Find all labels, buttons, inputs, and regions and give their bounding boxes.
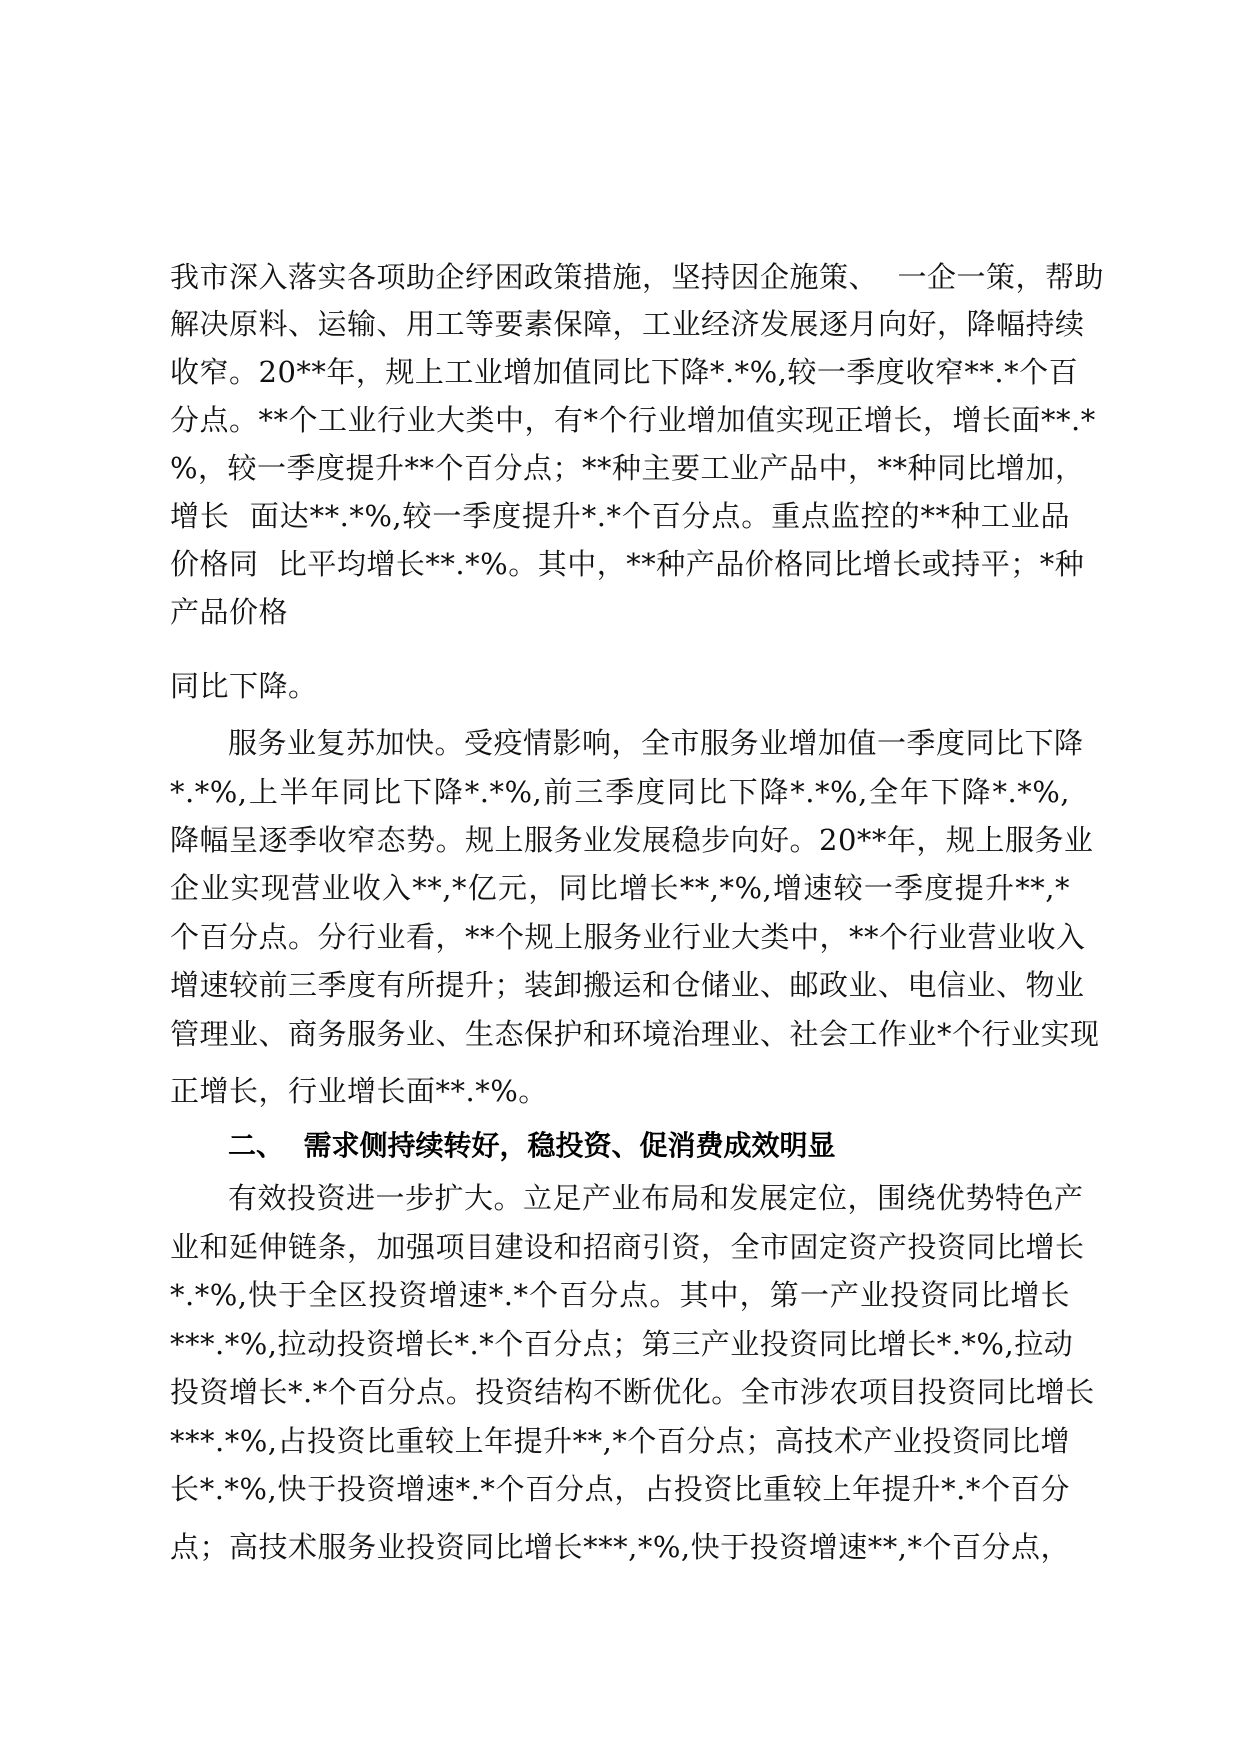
text-line: 投资增长*.*个百分点。投资结构不断优化。全市涉农项目投资同比增长 (170, 1375, 1095, 1409)
text-line: 同比下降。 (170, 669, 318, 703)
text-line: ***.*%,拉动投资增长*.*个百分点；第三产业投资同比增长*.*%,拉动 (170, 1327, 1074, 1361)
text-line: 增速较前三季度有所提升；装卸搬运和仓储业、邮政业、电信业、物业 (170, 968, 1085, 1002)
text-line: 价格同 比平均增长**.*%。其中，**种产品价格同比增长或持平；*种 (170, 547, 1085, 581)
text-line: 降幅呈逐季收窄态势。规上服务业发展稳步向好。20**年，规上服务业 (170, 823, 1094, 857)
text-line: 个百分点。分行业看，**个规上服务业行业大类中，**个行业营业收入 (170, 920, 1086, 954)
section-heading: 二、 需求侧持续转好，稳投资、促消费成效明显 (228, 1129, 836, 1162)
text-line: 企业实现营业收入**,*亿元，同比增长**,*%,增速较一季度提升**,* (170, 871, 1070, 905)
text-line: 服务业复苏加快。受疫情影响，全市服务业增加值一季度同比下降 (228, 726, 1084, 760)
text-line: *.*%,快于全区投资增速*.*个百分点。其中，第一产业投资同比增长 (170, 1278, 1070, 1312)
text-line: 管理业、商务服务业、生态保护和环境治理业、社会工作业*个行业实现 (170, 1017, 1100, 1051)
text-line: %，较一季度提升**个百分点；**种主要工业产品中，**种同比增加， (170, 451, 1085, 485)
text-line: *.*%,上半年同比下降*.*%,前三季度同比下降*.*%,全年下降*.*%, (170, 775, 1070, 809)
text-line: 分点。**个工业行业大类中，有*个行业增加值实现正增长，增长面**.* (170, 403, 1096, 437)
text-line: 点；高技术服务业投资同比增长***,*%,快于投资增速**,*个百分点， (170, 1530, 1070, 1564)
text-line: 产品价格 (170, 595, 289, 629)
text-line: 增长 面达**.*%,较一季度提升*.*个百分点。重点监控的**种工业品 (170, 499, 1070, 533)
text-line: 解决原料、运输、用工等要素保障，工业经济发展逐月向好，降幅持续 (170, 307, 1085, 341)
text-line: 业和延伸链条，加强项目建设和招商引资，全市固定资产投资同比增长 (170, 1230, 1085, 1264)
text-line: 长*.*%,快于投资增速*.*个百分点，占投资比重较上年提升*.*个百分 (170, 1472, 1070, 1506)
text-line: 有效投资进一步扩大。立足产业布局和发展定位，围绕优势特色产 (228, 1181, 1084, 1215)
text-line: 正增长，行业增长面**.*%。 (170, 1074, 548, 1108)
text-line: ***.*%,占投资比重较上年提升**,*个百分点；高技术产业投资同比增 (170, 1424, 1070, 1458)
text-line: 我市深入落实各项助企纾困政策措施，坚持因企施策、 一企一策，帮助 (170, 260, 1104, 294)
text-line: 收窄。20**年，规上工业增加值同比下降*.*%,较一季度收窄**.*个百 (170, 355, 1079, 389)
